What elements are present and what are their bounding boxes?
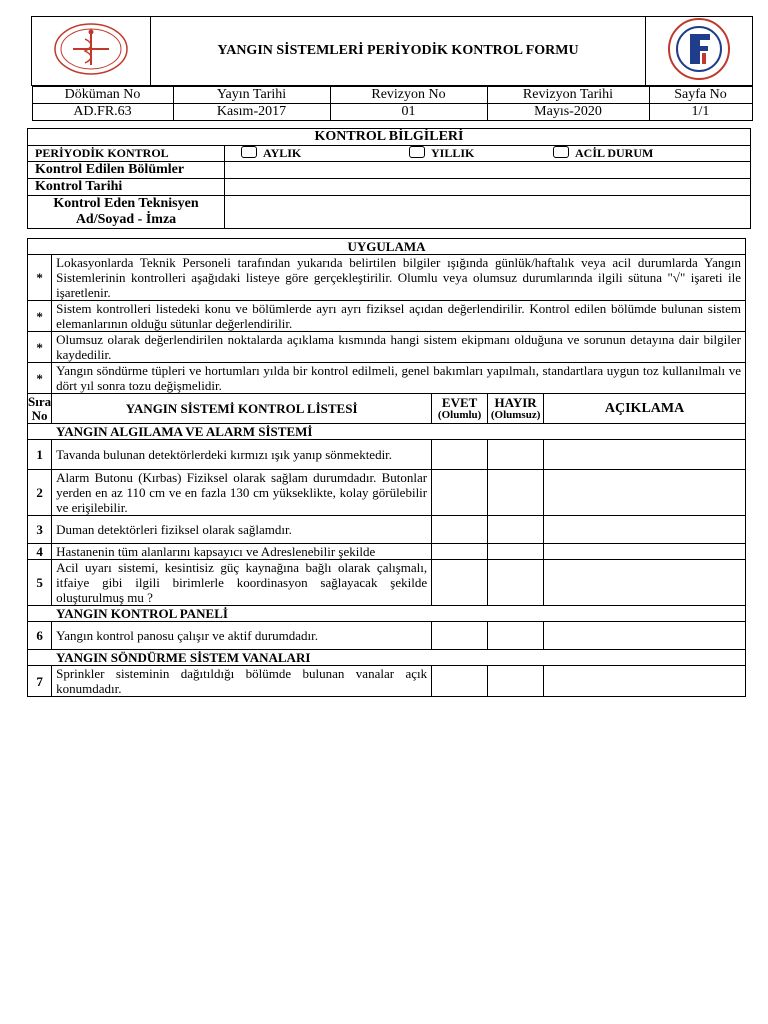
note-cell[interactable] [544, 516, 746, 544]
control-info-table [27, 128, 751, 229]
checklist-row [28, 470, 746, 516]
row-text: Tavanda bulunan detektörlerdeki kırmızı ışık yanıp sönmektedir. [52, 440, 432, 470]
form-title: YANGIN SİSTEMLERİ PERİYODİK KONTROL FORMU [151, 17, 646, 86]
no-cell[interactable] [488, 666, 544, 697]
periodic-control-label: PERİYODİK KONTROL [28, 146, 225, 162]
col-header-yes-sub: (Olumlu) [437, 408, 482, 421]
ministry-logo-icon [51, 21, 131, 77]
meta-header-revision-no: Revizyon No [330, 87, 487, 104]
checklist-row [28, 666, 746, 697]
checklist-row [28, 560, 746, 606]
row-text: Hastanenin tüm alanlarını kapsayıcı ve Adreslenebilir şekilde [52, 544, 432, 560]
row-text: Yangın kontrol panosu çalışır ve aktif durumdadır. [52, 622, 432, 650]
option-yearly[interactable]: YILLIK [409, 146, 553, 161]
meta-revision-date: Mayıs-2020 [487, 104, 649, 121]
yes-cell[interactable] [432, 544, 488, 560]
hospital-logo-icon [664, 17, 734, 81]
technician-signature-field[interactable] [225, 196, 751, 229]
checklist-row [28, 544, 746, 560]
checklist-row [28, 622, 746, 650]
checkbox-icon[interactable] [241, 146, 257, 158]
note-cell[interactable] [544, 666, 746, 697]
meta-header-page-no: Sayfa No [649, 87, 752, 104]
no-cell[interactable] [488, 440, 544, 470]
no-cell[interactable] [488, 560, 544, 606]
row-number: 3 [28, 516, 52, 544]
technician-label-line2: Ad/Soyad - İmza [75, 212, 177, 227]
row-number: 5 [28, 560, 52, 606]
note-cell[interactable] [544, 560, 746, 606]
no-cell[interactable] [488, 544, 544, 560]
col-header-no-answer-label: HAYIR [494, 394, 537, 410]
meta-publish-date: Kasım-2017 [173, 104, 330, 121]
technician-label [28, 196, 225, 229]
note-cell[interactable] [544, 622, 746, 650]
no-cell[interactable] [488, 470, 544, 516]
col-header-no-line1: Sıra [28, 393, 52, 409]
col-header-no-line2: No [31, 407, 48, 423]
row-text: Sprinkler sisteminin dağıtıldığı bölümde bulunan vanalar açık konumdadır. [52, 666, 432, 697]
note-cell[interactable] [544, 544, 746, 560]
col-header-no [28, 394, 52, 424]
section-title-alarm: YANGIN ALGILAMA VE ALARM SİSTEMİ [28, 424, 746, 440]
periodic-options [225, 146, 751, 162]
control-date-field[interactable] [225, 179, 751, 196]
option-monthly[interactable]: AYLIK [241, 146, 409, 161]
col-header-yes [432, 394, 488, 424]
yes-cell[interactable] [432, 516, 488, 544]
row-number: 6 [28, 622, 52, 650]
row-number: 7 [28, 666, 52, 697]
option-emergency[interactable]: ACİL DURUM [553, 146, 653, 160]
row-number: 2 [28, 470, 52, 516]
application-item-3: Olumsuz olarak değerlendirilen noktalarda açıklama kısmında hangi sistem ekipmanı olduğuna ve sorunun detayına dair bilgiler kaydedilir. [52, 332, 746, 363]
application-item-1: Lokasyonlarda Teknik Personeli tarafından yukarıda belirtilen bilgiler ışığında günlük/haftalık veya acil durumlarda Yangın Sistemlerinin kontrolleri aşağıdaki listeye göre gerçekleştirilir. Olumlu veya olumsuz durumlarında ilgili sütuna "√" işareti ile işaretlenir. [52, 255, 746, 301]
application-title: UYGULAMA [28, 239, 746, 255]
controlled-sections-label: Kontrol Edilen Bölümler [28, 162, 225, 179]
row-text: Acil uyarı sistemi, kesintisiz güç kaynağına bağlı olarak çalışmalı, itfaiye gibi ilgili birimlerle koordinasyon sağlayacak şekilde oluşturulmuş mu ? [52, 560, 432, 606]
meta-header-revision-date: Revizyon Tarihi [487, 87, 649, 104]
star-marker: * [28, 255, 52, 301]
hospital-logo-cell [646, 17, 753, 86]
meta-header-doc-no: Döküman No [32, 87, 173, 104]
yes-cell[interactable] [432, 560, 488, 606]
checkbox-icon[interactable] [409, 146, 425, 158]
col-header-no-answer [488, 394, 544, 424]
yes-cell[interactable] [432, 666, 488, 697]
checkbox-icon[interactable] [553, 146, 569, 158]
note-cell[interactable] [544, 440, 746, 470]
col-header-item: YANGIN SİSTEMİ KONTROL LİSTESİ [52, 394, 432, 424]
ministry-logo-cell [32, 17, 151, 86]
control-info-title: KONTROL BİLGİLERİ [28, 129, 751, 146]
meta-revision-no: 01 [330, 104, 487, 121]
yes-cell[interactable] [432, 622, 488, 650]
checklist-row [28, 440, 746, 470]
row-text: Duman detektörleri fiziksel olarak sağlamdır. [52, 516, 432, 544]
no-cell[interactable] [488, 622, 544, 650]
document-meta-table [32, 86, 753, 121]
col-header-no-answer-sub: (Olumsuz) [490, 408, 541, 421]
row-text: Alarm Butonu (Kırbas) Fiziksel olarak sağlam durumdadır. Butonlar yerden en az 110 cm ve en fazla 130 cm yükseklikte, kolay görülebilir ve erişilebilir. [52, 470, 432, 516]
note-cell[interactable] [544, 470, 746, 516]
yes-cell[interactable] [432, 470, 488, 516]
control-date-label: Kontrol Tarihi [28, 179, 225, 196]
application-item-4: Yangın söndürme tüpleri ve hortumları yılda bir kontrol edilmeli, genel bakımları yapılmalı, standartlara uygun toz kullanılmalı ve dört yıl sonra tozu değişmelidir. [52, 363, 746, 394]
meta-header-publish-date: Yayın Tarihi [173, 87, 330, 104]
form-header [31, 16, 753, 121]
section-title-valves: YANGIN SÖNDÜRME SİSTEM VANALARI [28, 650, 746, 666]
no-cell[interactable] [488, 516, 544, 544]
col-header-note: AÇIKLAMA [544, 394, 746, 424]
application-item-2: Sistem kontrolleri listedeki konu ve bölümlerde ayrı ayrı fiziksel açıdan değerlendirilir. Kontrol edilen bölümde bulunan sistem elemanlarının olduğu sütunlar değerlendirilir. [52, 301, 746, 332]
section-title-control-panel: YANGIN KONTROL PANELİ [28, 606, 746, 622]
star-marker: * [28, 363, 52, 394]
meta-doc-no: AD.FR.63 [32, 104, 173, 121]
controlled-sections-field[interactable] [225, 162, 751, 179]
checklist-row [28, 516, 746, 544]
col-header-yes-label: EVET [441, 394, 478, 410]
technician-label-line1: Kontrol Eden Teknisyen [53, 196, 199, 211]
star-marker: * [28, 301, 52, 332]
application-checklist-table [27, 238, 746, 697]
row-number: 4 [28, 544, 52, 560]
row-number: 1 [28, 440, 52, 470]
star-marker: * [28, 332, 52, 363]
meta-page-no: 1/1 [649, 104, 752, 121]
yes-cell[interactable] [432, 440, 488, 470]
